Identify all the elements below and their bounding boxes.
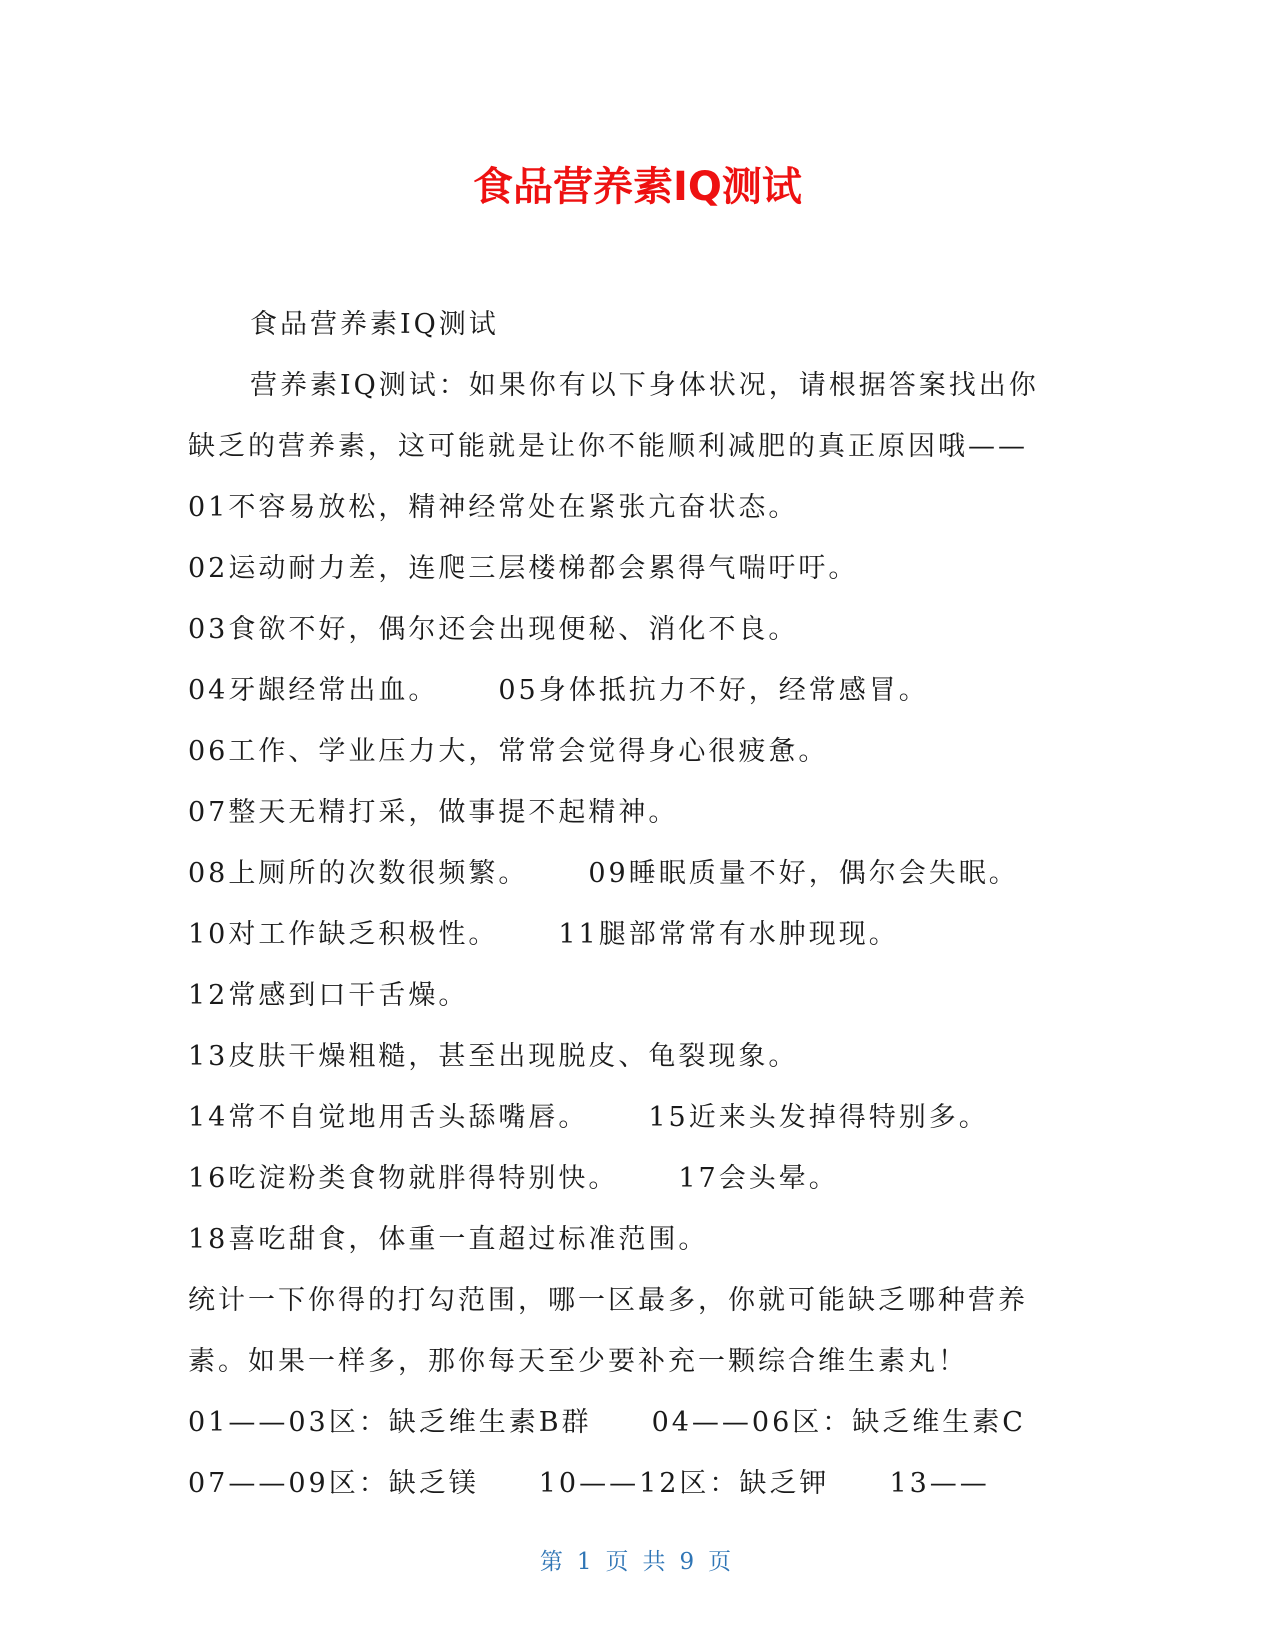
symptom-item: 09睡眠质量不好，偶尔会失眠。 [588, 858, 1019, 889]
page-word: 第 [539, 1549, 567, 1575]
symptom-item: 13皮肤干燥粗糙，甚至出现脱皮、龟裂现象。 [188, 1041, 799, 1072]
symptom-item: 10对工作缺乏积极性。 [188, 919, 499, 950]
intro-line-2: 缺乏的营养素，这可能就是让你不能顺利减肥的真正原因哦—— [188, 431, 1028, 462]
total-unit: 页 [708, 1549, 736, 1575]
symptom-item: 01不容易放松，精神经常处在紧张亢奋状态。 [188, 492, 799, 523]
list-item [188, 1087, 1068, 1148]
document-body [188, 294, 1068, 1514]
page-unit: 页 [605, 1549, 633, 1575]
list-item [188, 782, 1068, 843]
page-number: 1 [576, 1549, 596, 1575]
page-footer [0, 1543, 1275, 1576]
list-item [188, 1392, 1068, 1453]
symptom-item: 18喜吃甜食，体重一直超过标准范围。 [188, 1224, 709, 1255]
result-item: 01——03区：缺乏维生素B群 [188, 1407, 592, 1438]
symptom-item: 07整天无精打采，做事提不起精神。 [188, 797, 679, 828]
symptom-item: 05身体抵抗力不好，经常感冒。 [498, 675, 929, 706]
list-item [188, 843, 1068, 904]
result-item: 07——09区：缺乏镁 [188, 1468, 479, 1499]
list-item [188, 904, 1068, 965]
list-item [188, 1209, 1068, 1270]
summary-line-2: 素。如果一样多，那你每天至少要补充一颗综合维生素丸！ [188, 1346, 968, 1377]
result-list [188, 1392, 1068, 1514]
symptom-item: 12常感到口干舌燥。 [188, 980, 469, 1011]
symptom-item: 02运动耐力差，连爬三层楼梯都会累得气喘吁吁。 [188, 553, 859, 584]
result-item: 10——12区：缺乏钾 [538, 1468, 830, 1499]
symptom-item: 04牙龈经常出血。 [188, 675, 439, 706]
list-item [188, 660, 1068, 721]
list-item [188, 721, 1068, 782]
document-title: 食品营养素IQ测试 [473, 164, 802, 210]
list-item [188, 965, 1068, 1026]
list-item [188, 538, 1068, 599]
list-item [188, 477, 1068, 538]
subtitle: 食品营养素IQ测试 [250, 309, 499, 340]
symptom-item: 15近来头发掉得特别多。 [648, 1102, 989, 1133]
intro-line-1: 营养素IQ测试：如果你有以下身体状况，请根据答案找出你 [250, 370, 1039, 401]
result-item: 04——06区：缺乏维生素C [651, 1407, 1026, 1438]
list-item [188, 1026, 1068, 1087]
symptom-item: 16吃淀粉类食物就胖得特别快。 [188, 1163, 619, 1194]
symptom-item: 11腿部常常有水肿现现。 [558, 919, 899, 950]
symptom-item: 14常不自觉地用舌头舔嘴唇。 [188, 1102, 589, 1133]
list-item [188, 1148, 1068, 1209]
list-item [188, 599, 1068, 660]
symptom-item: 08上厕所的次数很频繁。 [188, 858, 529, 889]
symptom-item: 06工作、学业压力大，常常会觉得身心很疲惫。 [188, 736, 829, 767]
total-pages: 9 [679, 1549, 699, 1575]
symptom-item: 03食欲不好，偶尔还会出现便秘、消化不良。 [188, 614, 799, 645]
summary-line-1: 统计一下你得的打勾范围，哪一区最多，你就可能缺乏哪种营养 [188, 1285, 1028, 1316]
symptom-item: 17会头晕。 [678, 1163, 839, 1194]
symptom-list [188, 477, 1068, 1270]
total-word: 共 [642, 1549, 670, 1575]
list-item [188, 1453, 1068, 1514]
result-item: 13—— [889, 1468, 990, 1499]
